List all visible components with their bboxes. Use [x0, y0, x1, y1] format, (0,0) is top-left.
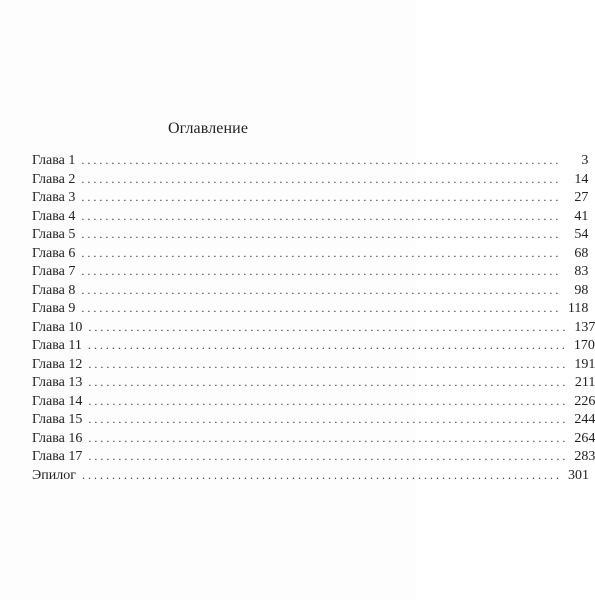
toc-dot-leader: ................................................................................ [81, 171, 562, 186]
toc-dot-leader: ................................................................................ [88, 375, 569, 389]
toc-entry-page: 14 [574, 171, 589, 187]
toc-entry-label: Глава 4 [32, 208, 76, 224]
toc-dot-leader: ................................................................................ [81, 208, 562, 223]
toc-entry-page: 98 [574, 282, 589, 298]
toc-dot-leader: ................................................................................ [88, 430, 569, 445]
toc-entry-page: 170 [573, 338, 595, 353]
toc-entry-label: Глава 9 [32, 301, 76, 316]
toc-entry [32, 336, 595, 355]
toc-dot-leader: ................................................................................ [88, 449, 569, 463]
toc-entry-label: Глава 5 [32, 227, 76, 242]
toc-dot-leader: ................................................................................ [88, 412, 569, 426]
toc-entry [32, 151, 589, 170]
toc-entry-page: 54 [574, 227, 589, 242]
toc-dot-leader: ................................................................................ [88, 393, 569, 408]
toc-dot-leader: ................................................................................ [81, 264, 562, 278]
toc-dot-leader: ................................................................................ [88, 356, 569, 371]
toc-entry [32, 429, 595, 448]
toc-entry [32, 281, 589, 300]
toc-entry-label: Глава 17 [32, 449, 83, 464]
toc-entry [32, 466, 589, 485]
toc-entry [32, 447, 595, 466]
table-of-contents [32, 119, 595, 484]
toc-entry-page: 27 [574, 190, 589, 205]
toc-entry-label: Глава 10 [32, 319, 83, 335]
toc-entry [32, 410, 595, 429]
toc-dot-leader: ................................................................................ [81, 190, 562, 204]
toc-entry [32, 392, 595, 411]
toc-entry-page: 244 [574, 412, 595, 427]
toc-entry [32, 170, 589, 189]
toc-entry-page: 83 [574, 264, 589, 279]
toc-dot-leader: ................................................................................ [81, 227, 562, 241]
toc-title: Оглавление [167, 120, 249, 137]
toc-entry-page: 301 [567, 467, 589, 483]
toc-entry-label: Эпилог [32, 467, 76, 483]
toc-entry [32, 262, 589, 281]
toc-entry-label: Глава 12 [32, 356, 83, 372]
toc-entry [32, 299, 589, 318]
toc-dot-leader: ................................................................................ [81, 245, 562, 260]
toc-entry-page: 41 [574, 208, 589, 224]
toc-entry [32, 373, 595, 392]
toc-entry-label: Глава 7 [32, 264, 76, 279]
toc-entry [32, 355, 595, 374]
toc-dot-leader: ................................................................................ [81, 153, 562, 167]
toc-entry [32, 188, 589, 207]
toc-entry-page: 68 [574, 245, 589, 261]
toc-dot-leader: ................................................................................ [81, 467, 562, 482]
toc-dot-leader: ................................................................................ [88, 319, 569, 334]
toc-entry-label: Глава 8 [32, 282, 76, 298]
toc-entry-label: Глава 16 [32, 430, 83, 446]
toc-entry-page: 137 [574, 319, 595, 335]
toc-entry-label: Глава 11 [32, 338, 82, 353]
toc-entry-label: Глава 3 [32, 190, 76, 205]
toc-entry-page: 191 [574, 356, 595, 372]
toc-entry-label: Глава 1 [32, 153, 76, 168]
toc-entry-label: Глава 14 [32, 393, 83, 409]
toc-entry [32, 318, 595, 337]
toc-entry-label: Глава 6 [32, 245, 76, 261]
toc-entry-page: 211 [574, 375, 595, 390]
toc-dot-leader: ................................................................................ [87, 338, 568, 352]
toc-entry-label: Глава 2 [32, 171, 76, 187]
toc-entry-page: 283 [574, 449, 595, 464]
toc-dot-leader: ................................................................................ [81, 301, 562, 315]
toc-entry-page: 3 [581, 153, 589, 168]
toc-entry-label: Глава 15 [32, 412, 83, 427]
toc-entry-page: 226 [574, 393, 595, 409]
toc-entry [32, 225, 589, 244]
toc-list [32, 151, 595, 484]
toc-entry [32, 207, 589, 226]
toc-entry-label: Глава 13 [32, 375, 83, 390]
toc-dot-leader: ................................................................................ [81, 282, 562, 297]
toc-entry [32, 244, 589, 263]
toc-entry-page: 264 [574, 430, 595, 446]
toc-entry-page: 118 [567, 301, 589, 316]
